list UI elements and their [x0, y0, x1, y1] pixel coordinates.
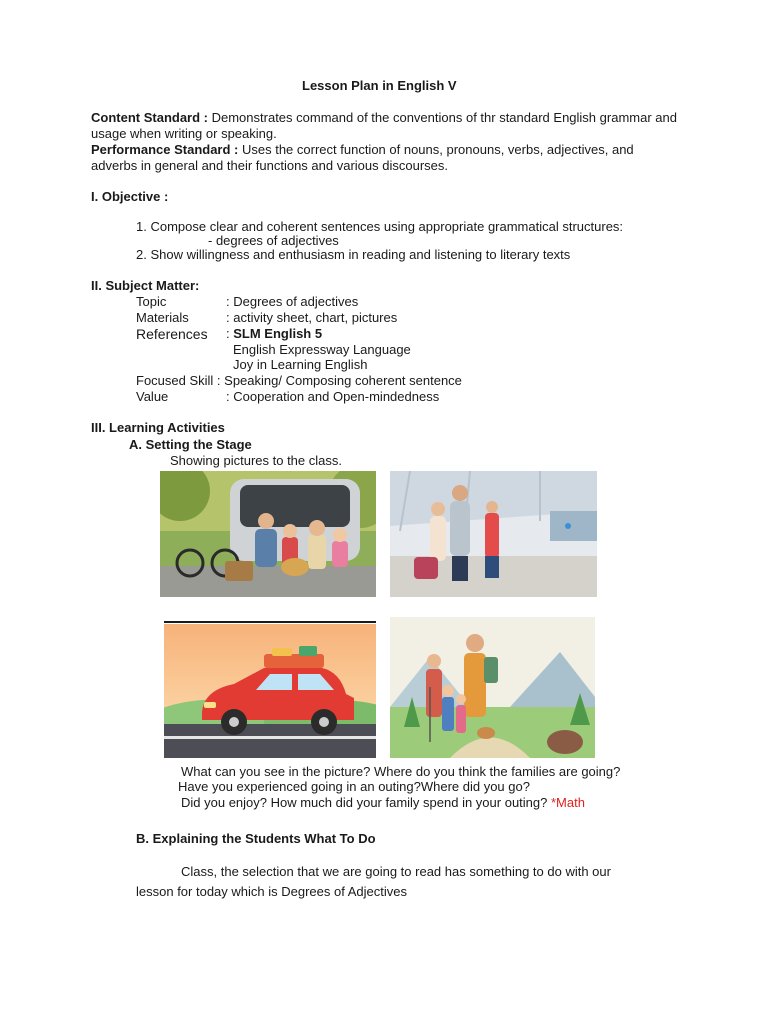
- explaining-line-1: Class, the selection that we are going to read has something to do with our: [181, 864, 611, 879]
- family-car-trunk-photo: [160, 471, 376, 597]
- objective-heading: I. Objective :: [91, 189, 169, 204]
- topic-label: Topic: [136, 294, 167, 309]
- topic-value: : Degrees of adjectives: [226, 294, 359, 309]
- question-1: What can you see in the picture? Where do you think the families are going?: [181, 764, 621, 779]
- setting-stage-heading: A. Setting the Stage: [129, 437, 252, 452]
- value-value: : Cooperation and Open-mindedness: [226, 389, 440, 404]
- page-title: Lesson Plan in English V: [302, 78, 457, 93]
- question-3-text: Did you enjoy? How much did your family spend in your outing?: [181, 795, 551, 810]
- cartoon-car-illustration: [164, 624, 376, 758]
- explaining-line-2: lesson for today which is Degrees of Adjectives: [136, 884, 407, 899]
- learning-activities-heading: III. Learning Activities: [91, 420, 225, 435]
- objective-item-2: 2. Show willingness and enthusiasm in reading and listening to literary texts: [136, 247, 571, 262]
- reference-joy: Joy in Learning English: [233, 357, 368, 372]
- materials-value: : activity sheet, chart, pictures: [226, 310, 398, 325]
- image-divider: [164, 621, 376, 623]
- question-3: [181, 795, 585, 810]
- subject-matter-heading: II. Subject Matter:: [91, 278, 200, 293]
- cartoon-hiking-family-illustration: [390, 617, 595, 758]
- reference-slm: SLM English 5: [233, 326, 323, 341]
- references-colon: :: [226, 326, 234, 341]
- focused-skill: Focused Skill : Speaking/ Composing coherent sentence: [136, 373, 462, 388]
- math-tag: *Math: [550, 795, 585, 810]
- content-standard-label: Content Standard :: [91, 110, 208, 125]
- performance-standard-text: Uses the correct function of nouns, pronouns, verbs, adjectives, and adverbs in general and their functions and various discourses.: [91, 142, 634, 173]
- content-standard: [91, 110, 681, 142]
- materials-label: Materials: [136, 310, 189, 325]
- setting-stage-intro: Showing pictures to the class.: [170, 453, 342, 468]
- value-label: Value: [136, 389, 169, 404]
- performance-standard-label: Performance Standard :: [91, 142, 239, 157]
- objective-item-1-sub: - degrees of adjectives: [208, 233, 339, 248]
- references-label: References: [136, 326, 208, 342]
- family-airport-photo: [390, 471, 597, 597]
- content-standard-text: Demonstrates command of the conventions of thr standard English grammar and usage when writing or speaking.: [91, 110, 677, 141]
- objective-item-1: 1. Compose clear and coherent sentences using appropriate grammatical structures:: [136, 219, 624, 234]
- explaining-heading: B. Explaining the Students What To Do: [136, 831, 376, 846]
- reference-expressway: English Expressway Language: [233, 342, 411, 357]
- performance-standard: [91, 142, 681, 174]
- question-2: Have you experienced going in an outing?Where did you go?: [178, 779, 530, 794]
- references-first: [226, 326, 322, 341]
